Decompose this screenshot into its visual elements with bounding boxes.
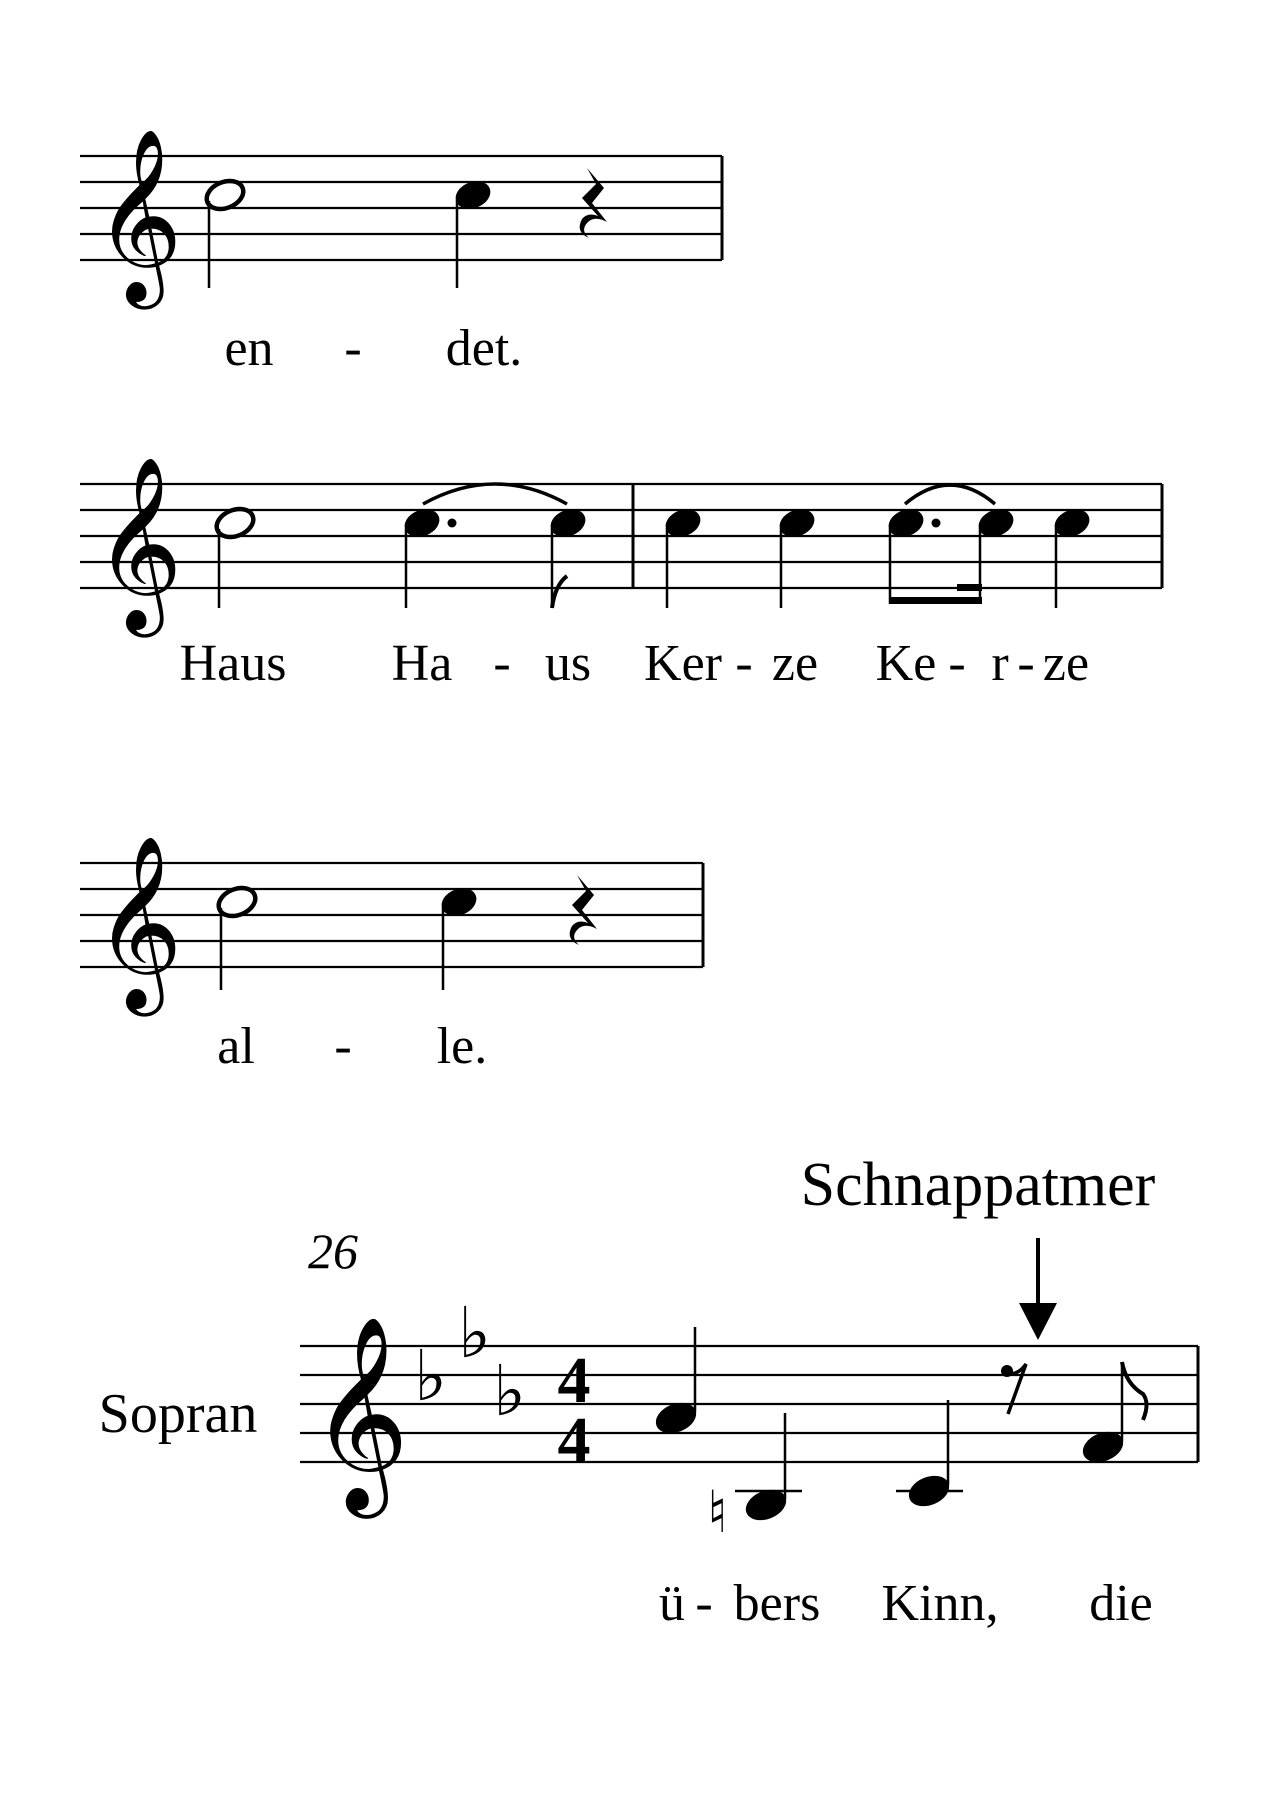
system-4 [99,1151,1198,1632]
lyric-hyphen: - [334,1018,352,1075]
tie [905,485,995,504]
instrument-name: Sopran [98,1383,258,1445]
natural-icon: ♮ [707,1478,728,1546]
lyric-syllable: Ke [875,635,937,692]
lyric-syllable: r [991,635,1009,692]
lyric-syllable: le. [436,1018,488,1075]
treble-clef-icon: 𝄞 [94,128,183,302]
tie [423,484,567,504]
lyric-hyphen: - [1017,635,1035,692]
note-eighth-e-flat [1078,1362,1146,1468]
lyric-hyphen: - [948,635,966,692]
quarter-rest [570,875,597,945]
lyric-hyphen: - [695,1575,713,1632]
treble-clef-icon: 𝄞 [310,1314,410,1510]
lyric-syllable: die [1089,1575,1153,1632]
note-quarter-c [661,504,704,608]
time-signature [558,1344,591,1477]
arrow-down-icon [1019,1238,1057,1340]
measure-number: 26 [308,1223,358,1279]
lyric-syllable: bers [733,1575,821,1632]
treble-clef-icon: 𝄞 [94,835,183,1009]
lyric-syllable: ze [1042,635,1090,692]
flat-icon: ♭ [493,1350,527,1432]
lyric-syllable: det. [445,320,523,377]
note-quarter-c [451,176,494,288]
quarter-rest [580,168,607,238]
lyric-syllable: ze [771,635,819,692]
flat-icon: ♭ [414,1335,448,1417]
note-quarter-c [896,1400,963,1512]
lyric-syllable: Ha [391,635,453,692]
note-quarter-c [437,883,480,990]
note-quarter-g [651,1327,700,1439]
lyric-syllable: Haus [179,635,287,692]
lyric-syllable: en [224,320,274,377]
system-2 [80,456,1162,692]
flat-icon: ♭ [458,1292,492,1374]
lyric-hyphen: - [344,320,362,377]
time-signature-denominator: 4 [557,1404,591,1477]
lyric-syllable: al [217,1018,255,1075]
note-half-c [215,883,260,990]
system-3 [80,835,703,1075]
lyric-syllable: Kinn, [881,1575,999,1632]
lyric-syllable: us [544,635,592,692]
note-half-c [213,504,258,608]
note-eighth-c [546,504,589,608]
eighth-rest [1001,1364,1026,1414]
lyric-syllable: ü [659,1575,685,1632]
time-signature-numerator: 4 [557,1344,591,1417]
note-half-c [203,176,248,288]
note-dotted-quarter-c [400,504,456,608]
annotation-label: Schnappatmer [800,1151,1156,1219]
lyric-hyphen: - [493,635,511,692]
treble-clef-icon: 𝄞 [94,456,183,630]
system-1 [80,128,722,377]
note-quarter-c [1050,504,1093,608]
key-signature [414,1292,526,1432]
lyric-syllable: Ker [644,635,722,692]
note-quarter-c [775,504,818,608]
lyric-hyphen: - [735,635,753,692]
